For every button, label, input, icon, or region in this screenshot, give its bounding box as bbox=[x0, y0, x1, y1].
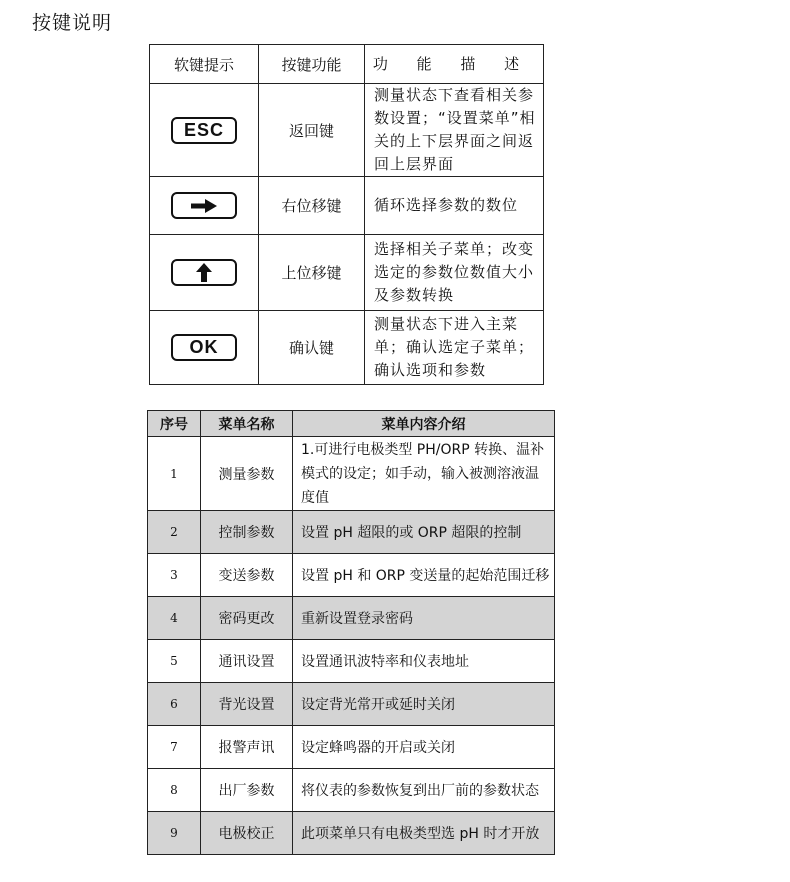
menu-content: 设置 pH 超限的或 ORP 超限的控制 bbox=[293, 511, 555, 554]
menu-content: 重新设置登录密码 bbox=[293, 597, 555, 640]
key-row bbox=[150, 177, 544, 235]
ok-key-icon: OK bbox=[171, 334, 237, 361]
header-key-function: 按键功能 bbox=[259, 45, 365, 84]
menu-content: 设定背光常开或延时关闭 bbox=[293, 683, 555, 726]
menu-number: 6 bbox=[148, 683, 201, 726]
menu-row bbox=[148, 511, 555, 554]
menu-name: 通讯设置 bbox=[201, 640, 293, 683]
key-row bbox=[150, 235, 544, 311]
menu-name: 密码更改 bbox=[201, 597, 293, 640]
header-number: 序号 bbox=[148, 411, 201, 437]
page-title: 按键说明 bbox=[32, 12, 113, 34]
key-function: 上位移键 bbox=[259, 235, 365, 311]
menu-table-header-row bbox=[148, 411, 555, 437]
menu-number: 4 bbox=[148, 597, 201, 640]
menu-name: 电极校正 bbox=[201, 812, 293, 855]
menu-table bbox=[147, 410, 555, 855]
menu-number: 3 bbox=[148, 554, 201, 597]
header-soft-key: 软键提示 bbox=[150, 45, 259, 84]
key-description: 测量状态下进入主菜单；确认选定子菜单；确认选项和参数 bbox=[365, 311, 544, 385]
key-row bbox=[150, 311, 544, 385]
menu-row bbox=[148, 769, 555, 812]
menu-row bbox=[148, 437, 555, 511]
right-arrow-key-icon bbox=[171, 192, 237, 219]
key-function: 右位移键 bbox=[259, 177, 365, 235]
menu-row bbox=[148, 597, 555, 640]
key-description: 测量状态下查看相关参数设置；“设置菜单”相关的上下层界面之间返回上层界面 bbox=[365, 84, 544, 177]
menu-row bbox=[148, 640, 555, 683]
menu-number: 7 bbox=[148, 726, 201, 769]
menu-content: 此项菜单只有电极类型选 pH 时才开放 bbox=[293, 812, 555, 855]
header-menu-name: 菜单名称 bbox=[201, 411, 293, 437]
key-row bbox=[150, 84, 544, 177]
key-function: 返回键 bbox=[259, 84, 365, 177]
menu-name: 出厂参数 bbox=[201, 769, 293, 812]
header-description: 功 能 描 述 bbox=[365, 45, 544, 84]
menu-content: 设置 pH 和 ORP 变送量的起始范围迁移 bbox=[293, 554, 555, 597]
menu-name: 报警声讯 bbox=[201, 726, 293, 769]
up-arrow-key-icon bbox=[171, 259, 237, 286]
menu-row bbox=[148, 812, 555, 855]
menu-row bbox=[148, 554, 555, 597]
menu-number: 5 bbox=[148, 640, 201, 683]
menu-name: 控制参数 bbox=[201, 511, 293, 554]
menu-content: 将仪表的参数恢复到出厂前的参数状态 bbox=[293, 769, 555, 812]
key-function: 确认键 bbox=[259, 311, 365, 385]
menu-name: 测量参数 bbox=[201, 437, 293, 511]
menu-number: 1 bbox=[148, 437, 201, 511]
menu-name: 变送参数 bbox=[201, 554, 293, 597]
key-description: 选择相关子菜单；改变选定的参数位数值大小及参数转换 bbox=[365, 235, 544, 311]
header-menu-content: 菜单内容介绍 bbox=[293, 411, 555, 437]
key-description: 循环选择参数的数位 bbox=[365, 177, 544, 235]
menu-number: 8 bbox=[148, 769, 201, 812]
esc-key-icon: ESC bbox=[171, 117, 237, 144]
menu-row bbox=[148, 683, 555, 726]
menu-row bbox=[148, 726, 555, 769]
menu-number: 9 bbox=[148, 812, 201, 855]
key-description-table bbox=[149, 44, 544, 385]
menu-content: 1.可进行电极类型 PH/ORP 转换、温补模式的设定；如手动，输入被测溶液温度值 bbox=[293, 437, 555, 511]
menu-number: 2 bbox=[148, 511, 201, 554]
menu-content: 设定蜂鸣器的开启或关闭 bbox=[293, 726, 555, 769]
key-table-header-row bbox=[150, 45, 544, 84]
menu-name: 背光设置 bbox=[201, 683, 293, 726]
menu-content: 设置通讯波特率和仪表地址 bbox=[293, 640, 555, 683]
